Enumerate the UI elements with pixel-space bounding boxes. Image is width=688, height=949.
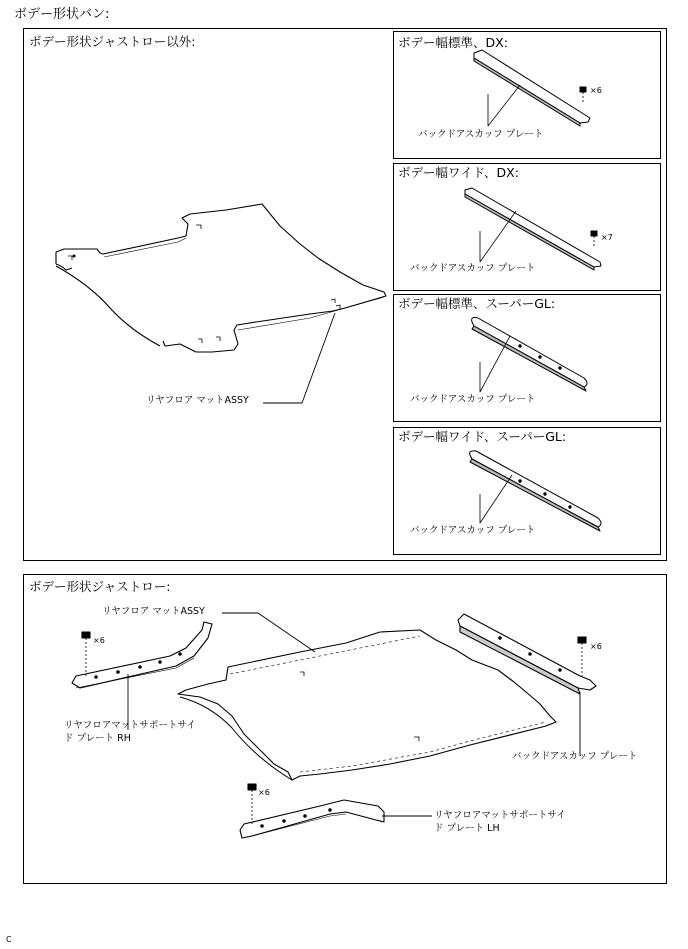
scuff-plate-label-3: バックドアスカッフ プレート [410,394,536,405]
lh-plate-label-line1: リヤフロアマットサポートサイ [434,810,566,821]
panel-wide-super-gl-title: ボデー幅ワイド、スーパーGL: [398,429,567,444]
panel-wide-dx-title: ボデー幅ワイド、DX: [398,165,519,180]
section-a-title: ボデー形状ジャストロー以外: [29,34,196,49]
qty-std-dx: ×6 [590,86,602,95]
qty-scuff: ×6 [590,642,602,651]
scuff-plate-label-4: バックドアスカッフ プレート [410,525,536,536]
scuff-plate-label-2: バックドアスカッフ プレート [410,263,536,274]
panel-std-super-gl-title: ボデー幅標準、スーパーGL: [398,296,556,311]
just-low-scuff-label: バックドアスカッフ プレート [512,751,638,762]
scuff-plate-label-1: バックドアスカッフ プレート [418,129,544,140]
panel-std-dx-title: ボデー幅標準、DX: [398,35,508,50]
section-b-title: ボデー形状ジャストロー: [29,579,171,594]
rh-plate-label-line1: リヤフロアマットサポートサイ [64,720,196,731]
rear-floor-mat-label: リヤフロア マットASSY [146,395,249,406]
lh-plate-label-line2: ド プレート LH [434,823,500,834]
qty-lh: ×6 [258,788,270,797]
just-low-mat-label: リヤフロア マットASSY [102,606,205,617]
figure-code: C [6,935,12,944]
rh-plate-label-line2: ド プレート RH [64,733,131,744]
page-title: ボデー形状バン: [14,7,110,22]
qty-rh: ×6 [93,636,105,645]
qty-wide-dx: ×7 [601,233,613,242]
